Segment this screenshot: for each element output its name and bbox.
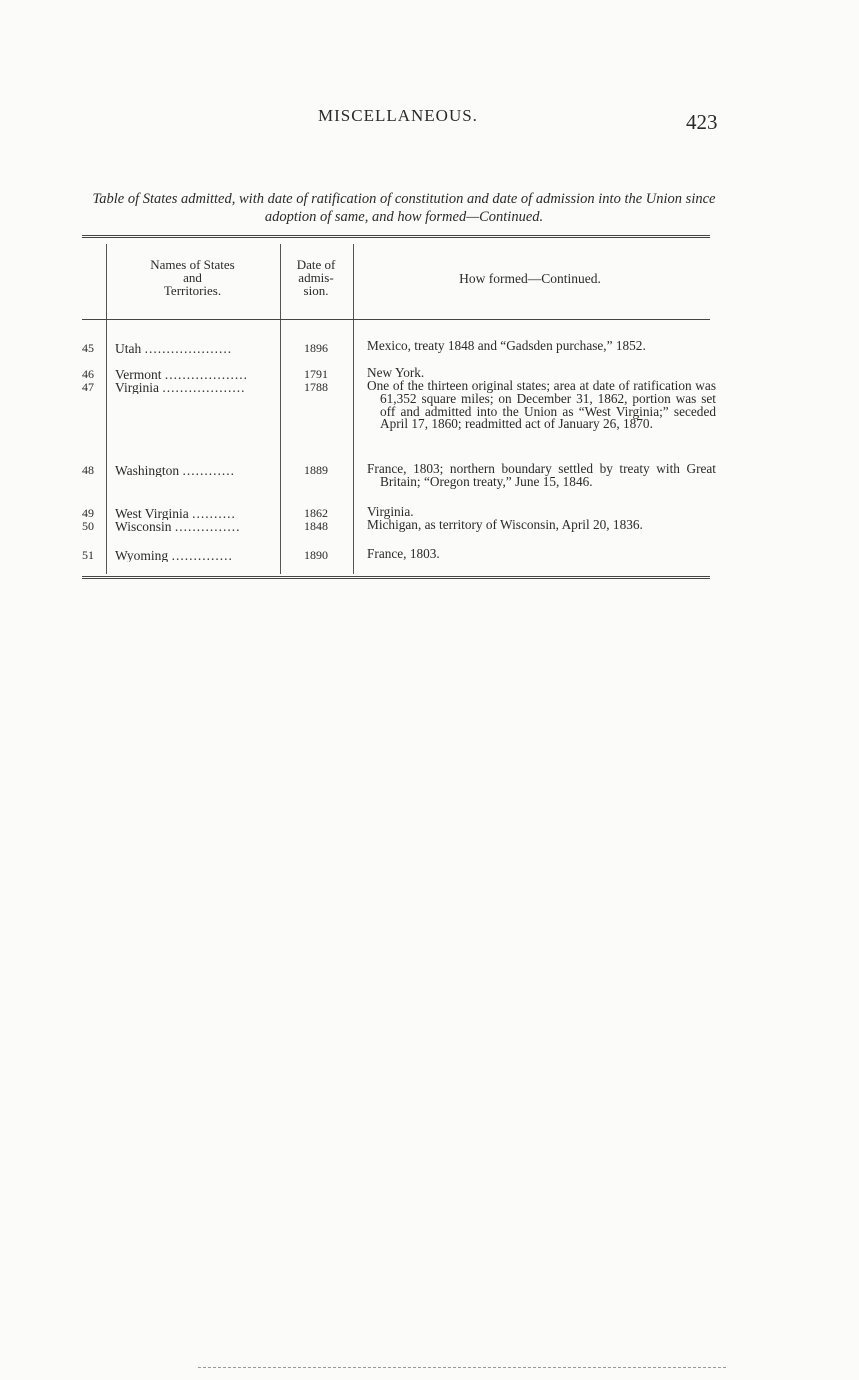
row-number: 49: [82, 506, 94, 520]
state-name-text: Virginia: [115, 381, 159, 394]
state-name: [115, 520, 277, 533]
state-name-text: Washington: [115, 464, 180, 477]
admission-date: 1862: [304, 506, 328, 520]
admission-date: 1890: [304, 548, 328, 562]
table-bottom-rule: [82, 576, 710, 579]
column-header-names: [110, 258, 275, 297]
leader-dots: ...................: [164, 368, 248, 381]
column-header-how: How formed—Continued.: [459, 271, 601, 286]
column-header-names-line: Names of States: [150, 257, 235, 272]
leader-dots: ...................: [162, 381, 246, 394]
how-formed: Mexico, treaty 1848 and “Gadsden purchase,” 1852.: [367, 338, 646, 353]
state-name: [115, 549, 277, 562]
footer-rule: [198, 1367, 726, 1368]
state-name-text: Wyoming: [115, 549, 169, 562]
leader-dots: ..........: [192, 507, 236, 520]
leader-dots: ............: [182, 464, 236, 477]
row-number: 47: [82, 380, 94, 394]
table-top-rule: [82, 235, 710, 238]
leader-dots: ....................: [144, 342, 233, 355]
row-number: 48: [82, 463, 94, 477]
column-header-names-line: Territories.: [163, 283, 222, 298]
how-formed: France, 1803.: [367, 546, 440, 561]
state-name-text: Vermont: [115, 368, 162, 381]
header-bottom-rule: [82, 319, 710, 320]
column-divider-names: [106, 244, 107, 574]
state-name: [115, 342, 277, 355]
state-name: [115, 381, 277, 394]
how-formed: One of the thirteen original states; area at date of ratification was 61,352 square miles; on December 31, 1862, portion was set off and admitted into the Union as “West Virginia;” seceded April 17, 1860; readmitted act of January 26, 1870.: [367, 378, 716, 432]
row-number: 51: [82, 548, 94, 562]
state-name: [115, 464, 277, 477]
column-header-date-line: admis-: [298, 270, 334, 285]
admission-date: 1889: [304, 463, 328, 477]
column-divider-date: [280, 244, 281, 574]
state-name: [115, 368, 277, 381]
state-name-text: West Virginia: [115, 507, 189, 520]
row-number: 45: [82, 341, 94, 355]
column-header-date-line: sion.: [303, 283, 329, 298]
state-name: [115, 507, 277, 520]
leader-dots: ...............: [174, 520, 241, 533]
leader-dots: ..............: [171, 549, 233, 562]
running-head: MISCELLANEOUS.: [318, 106, 478, 125]
column-divider-how: [353, 244, 354, 574]
admission-date: 1896: [304, 341, 328, 355]
admission-date: 1788: [304, 380, 328, 394]
how-formed: Michigan, as territory of Wisconsin, April 20, 1836.: [367, 517, 643, 532]
row-number: 46: [82, 367, 94, 381]
table-caption: Table of States admitted, with date of ratification of constitution and date of admission into the Union since adoption of same, and how formed—Continued.: [92, 191, 716, 225]
state-name-text: Wisconsin: [115, 520, 172, 533]
row-number: 50: [82, 519, 94, 533]
how-formed: France, 1803; northern boundary settled by treaty with Great Britain; “Oregon treaty,” June 15, 1846.: [367, 461, 716, 489]
column-header-names-line: and: [183, 270, 202, 285]
state-name-text: Utah: [115, 342, 142, 355]
how-formed: New York.: [367, 365, 425, 380]
column-header-date: [282, 258, 350, 297]
page-number: 423: [686, 110, 718, 134]
admission-date: 1791: [304, 367, 328, 381]
column-header-date-line: Date of: [296, 257, 336, 272]
admission-date: 1848: [304, 519, 328, 533]
how-formed: Virginia.: [367, 504, 414, 519]
